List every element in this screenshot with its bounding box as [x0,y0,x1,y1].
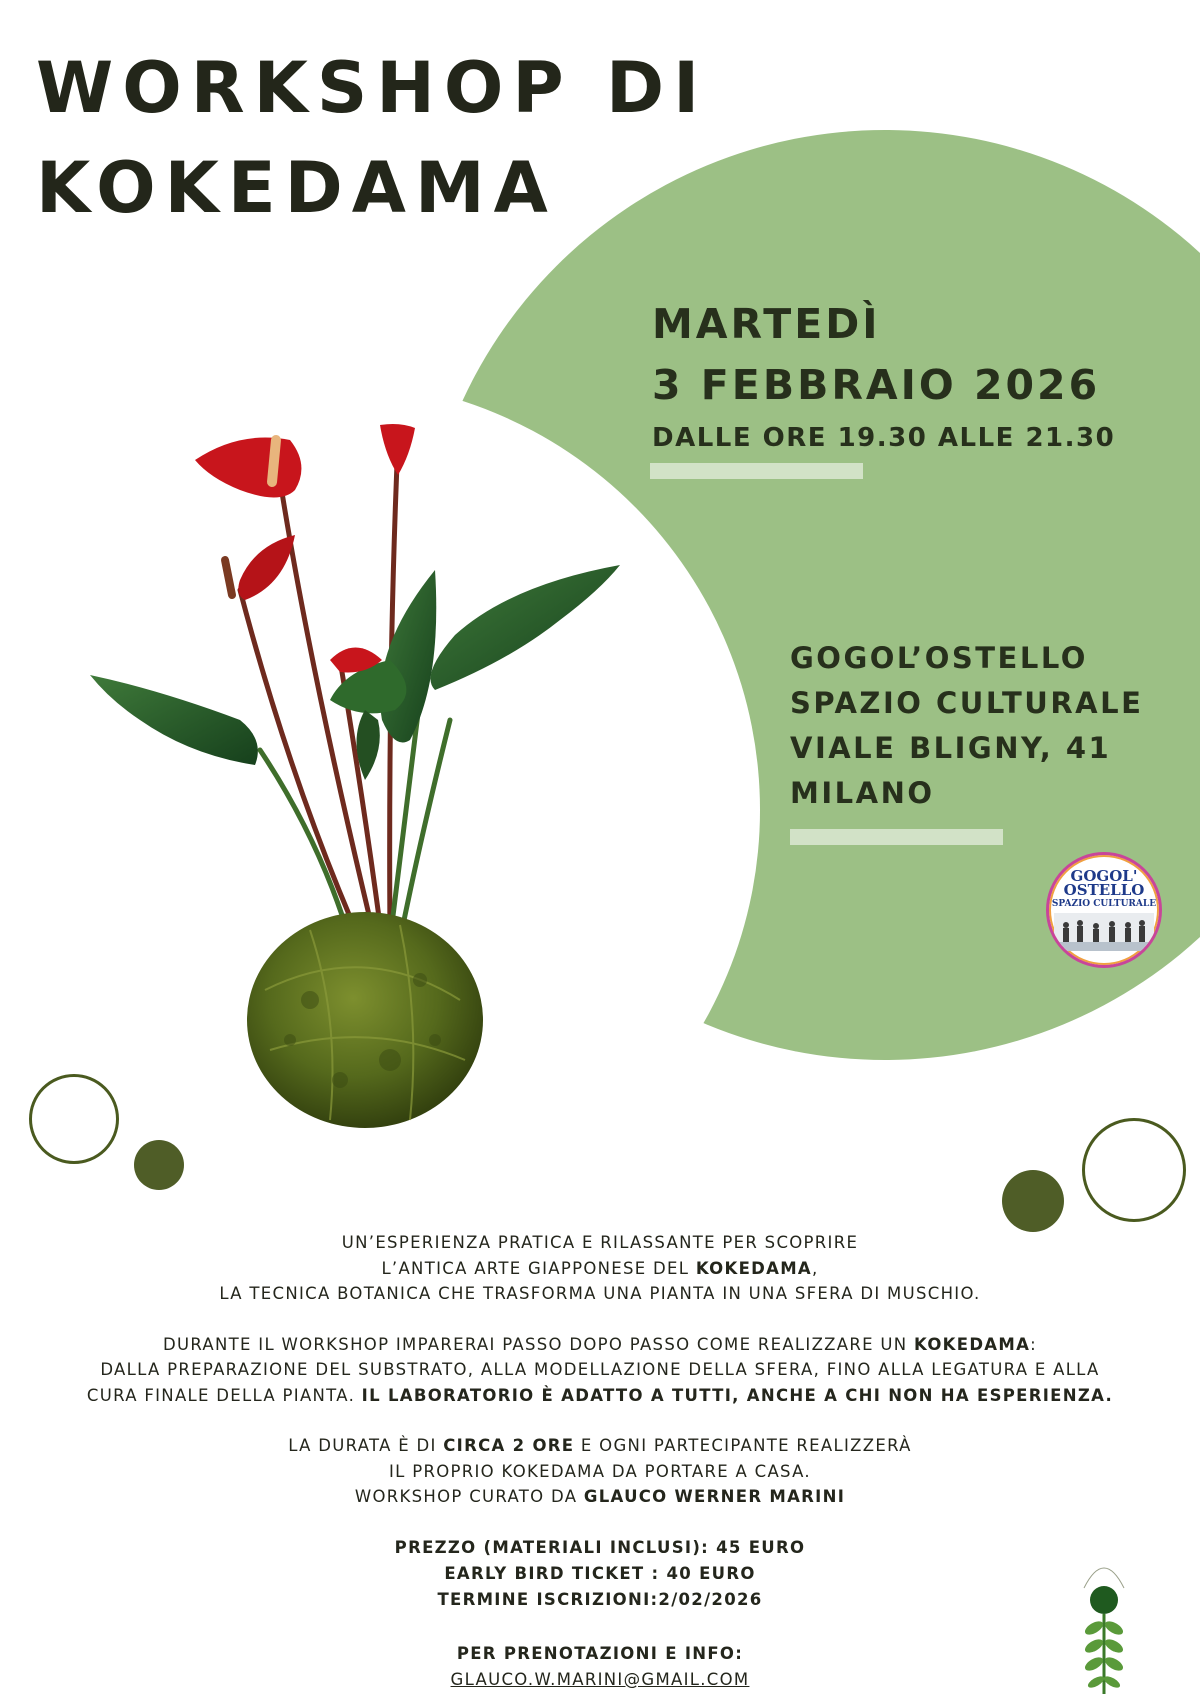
logo-subtitle: SPAZIO CULTURALE [1051,899,1157,909]
gogol-ostello-logo [1046,852,1162,968]
venue-name: GOGOL’OSTELLO [790,641,1088,675]
leaf-signature-logo [1076,1548,1132,1696]
description-text: DURANTE IL WORKSHOP IMPARERAI PASSO DOPO PASSO COME REALIZZARE UN [162,1334,914,1354]
description-text: WORKSHOP CURATO DA [354,1487,584,1506]
title-line-1: WORKSHOP DI [36,47,709,129]
event-date-block [652,298,1115,456]
deadline-line: TERMINE ISCRIZIONI:2/02/2026 [437,1589,763,1609]
logo-people-illustration [1054,913,1154,951]
logo-name-line-2: OSTELLO [1063,881,1145,899]
description-text: , [812,1258,819,1278]
price-line: PREZZO (MATERIALI INCLUSI): 45 EURO [394,1537,806,1557]
contact-section [20,1641,1180,1693]
description-paragraph-1 [20,1230,1180,1307]
contact-label: PER PRENOTAZIONI E INFO: [456,1643,744,1663]
description-text: IL PROPRIO KOKEDAMA DA PORTARE A CASA. [389,1461,811,1481]
venue-city: MILANO [790,776,935,810]
event-date: 3 FEBBRAIO 2026 [652,361,1101,409]
description-paragraph-2 [20,1332,1180,1409]
description-emphasis: IL LABORATORIO È ADATTO A TUTTI, ANCHE A CHI NON HA ESPERIENZA. [361,1385,1114,1405]
early-bird-line: EARLY BIRD TICKET : 40 EURO [444,1563,756,1583]
description-text: CURA FINALE DELLA PIANTA. [86,1385,362,1405]
description-emphasis: KOKEDAMA [913,1334,1031,1354]
event-day: MARTEDÌ [652,300,881,348]
venue-type: SPAZIO CULTURALE [790,686,1144,720]
poster-title [36,38,708,238]
description-section [20,1230,1180,1693]
logo-name [1064,869,1145,897]
decorative-dot [1002,1170,1064,1232]
description-text: : [1030,1334,1038,1354]
title-line-2: KOKEDAMA [36,147,557,229]
description-emphasis: KOKEDAMA [695,1258,812,1278]
venue-address: VIALE BLIGNY, 41 [790,731,1112,765]
description-text: LA DURATA È DI [288,1436,444,1455]
contact-email-link[interactable]: GLAUCO.W.MARINI@GMAIL.COM [450,1669,750,1689]
description-text: E OGNI PARTECIPANTE REALIZZERÀ [574,1436,912,1455]
description-paragraph-3 [20,1433,1180,1510]
description-emphasis: GLAUCO WERNER MARINI [583,1487,846,1506]
decorative-ring [1082,1118,1186,1222]
venue-block [790,636,1143,816]
divider-bar [790,829,1003,845]
event-time: DALLE ORE 19.30 ALLE 21.30 [652,423,1116,453]
description-text: LA TECNICA BOTANICA CHE TRASFORMA UNA PIANTA IN UNA SFERA DI MUSCHIO. [219,1284,981,1303]
description-text: UN’ESPERIENZA PRATICA E RILASSANTE PER SCOPRIRE [341,1233,859,1252]
logo-name-line-1: GOGOL' [1070,867,1138,885]
description-emphasis: CIRCA 2 ORE [443,1436,575,1455]
description-text: L’ANTICA ARTE GIAPPONESE DEL [381,1258,696,1278]
pricing-section [20,1535,1180,1613]
description-text: DALLA PREPARAZIONE DEL SUBSTRATO, ALLA MODELLAZIONE DELLA SFERA, FINO ALLA LEGATURA E ALLA [100,1360,1100,1379]
kokedama-plant-illustration [90,420,690,1160]
